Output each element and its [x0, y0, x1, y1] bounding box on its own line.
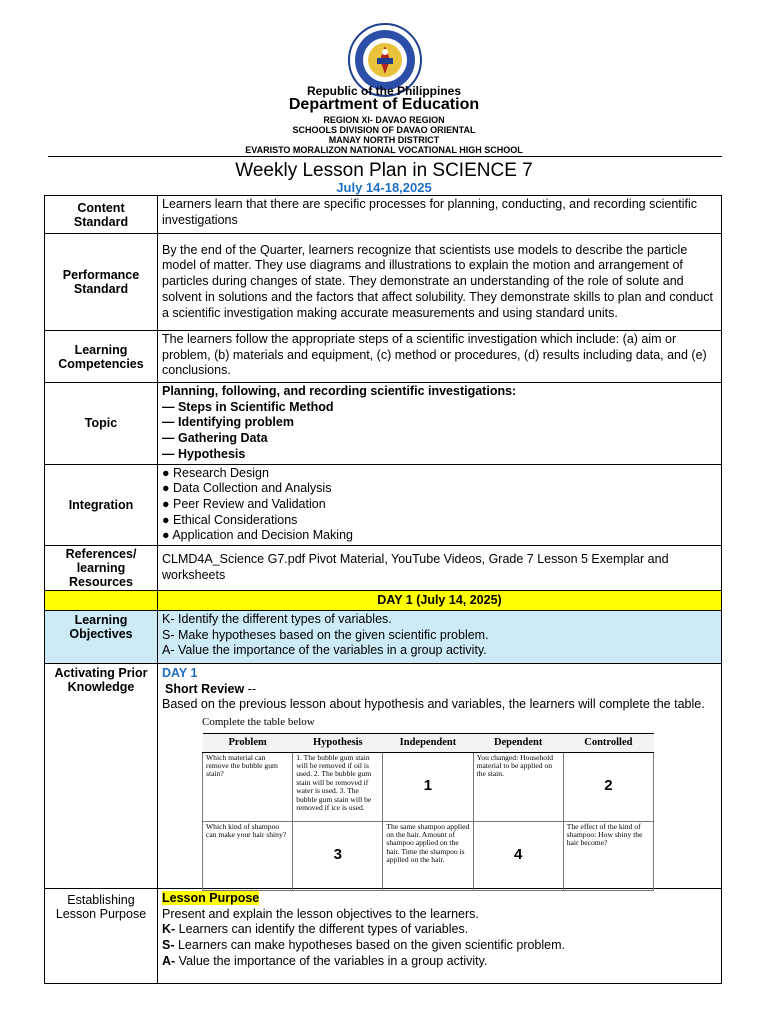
day-header-label: DAY 1 (July 14, 2025): [158, 591, 722, 611]
references-label: References/ learning Resources: [45, 546, 158, 591]
objective-line: K- Identify the different types of variables.: [162, 612, 392, 627]
day-header-row: [45, 591, 722, 611]
school-label: EVARISTO MORALIZON NATIONAL VOCATIONAL HIGH SCHOOL: [245, 145, 523, 155]
integration-item: ● Peer Review and Validation: [162, 496, 326, 511]
worksheet-cell: Which material can remove the bubble gum stain?: [203, 752, 293, 821]
establishing-label: Establishing Lesson Purpose: [45, 889, 158, 984]
integration-item: ● Ethical Considerations: [162, 512, 298, 527]
district-label: MANAY NORTH DISTRICT: [328, 135, 440, 145]
objectives-label: Learning Objectives: [45, 611, 158, 664]
competencies-row: [45, 331, 722, 383]
page-title: Weekly Lesson Plan in SCIENCE 7: [235, 160, 533, 181]
worksheet-blank-number: 1: [383, 752, 473, 821]
worksheet-blank-number: 2: [563, 752, 653, 821]
establishing-content: [158, 889, 722, 984]
performance-standard-text: By the end of the Quarter, learners recognize that scientists use models to describe the particle model of matter. They use diagrams and illustrations to explain the motion and arrangement of particles during changes of state. They demonstrate an understanding of the role of solute and solvent in solutions and the factors that affect solubility. They demonstrate skills to plan and conduct a scientific investigation making accurate measurements and using standard units.: [158, 234, 722, 331]
objectives-row: [45, 611, 722, 664]
establishing-row: [45, 889, 722, 984]
topic-line: — Steps in Scientific Method: [162, 399, 334, 414]
short-review-label: Short Review: [165, 681, 245, 696]
short-review-suffix: --: [244, 681, 256, 696]
purpose-s-text: Learners can make hypotheses based on the given scientific problem.: [174, 938, 566, 953]
integration-content: [158, 464, 722, 546]
region-label: REGION XI- DAVAO REGION: [323, 115, 445, 125]
header-divider: [48, 156, 722, 157]
worksheet-caption: Complete the table below: [202, 716, 315, 729]
topic-line: — Hypothesis: [162, 446, 246, 461]
purpose-a-prefix: A-: [162, 953, 176, 968]
integration-row: [45, 464, 722, 546]
worksheet-header: Controlled: [563, 733, 653, 752]
purpose-s-prefix: S-: [162, 938, 175, 953]
worksheet-header: Dependent: [473, 733, 563, 752]
purpose-intro: Present and explain the lesson objectives to the learners.: [162, 906, 479, 921]
topic-line: Planning, following, and recording scientific investigations:: [162, 384, 517, 398]
topic-label: Topic: [45, 383, 158, 465]
worksheet-header: Independent: [383, 733, 473, 752]
worksheet-header: Hypothesis: [293, 733, 383, 752]
worksheet-blank-number: 3: [293, 821, 383, 890]
topic-line: — Gathering Data: [162, 431, 268, 446]
lesson-plan-table: [44, 195, 722, 984]
worksheet-cell: The same shampoo applied on the hair. Amount of shampoo applied on the hair. Time the shampoo is applied on the hair.: [383, 821, 473, 890]
lesson-purpose-label: Lesson Purpose: [162, 891, 260, 906]
integration-label: Integration: [45, 464, 158, 546]
worksheet-table: [202, 733, 654, 891]
integration-item: ● Research Design: [162, 465, 269, 480]
objective-line: S- Make hypotheses based on the given scientific problem.: [162, 627, 489, 642]
purpose-k-text: Learners can identify the different types of variables.: [175, 922, 469, 937]
performance-standard-label: Performance Standard: [45, 234, 158, 331]
topic-line: — Identifying problem: [162, 415, 294, 430]
content-standard-label: Content Standard: [45, 196, 158, 234]
worksheet-cell: You changed: Household material to be applied on the stain.: [473, 752, 563, 821]
worksheet-header: Problem: [203, 733, 293, 752]
purpose-a-text: Value the importance of the variables in a group activity.: [175, 953, 488, 968]
references-row: [45, 546, 722, 591]
content-standard-text: Learners learn that there are specific processes for planning, conducting, and recording scientific investigations: [158, 196, 722, 234]
objective-line: A- Value the importance of the variables in a group activity.: [162, 643, 487, 658]
worksheet-cell: 1. The bubble gum stain will be removed if oil is used. 2. The bubble gum stain will be removed if water is used. 3. The bubble gum stain will be removed if ice is used.: [293, 752, 383, 821]
department-label: Department of Education: [288, 96, 480, 113]
integration-item: ● Application and Decision Making: [162, 528, 353, 543]
integration-item: ● Data Collection and Analysis: [162, 481, 332, 496]
republic-label: Republic of the Philippines: [306, 84, 461, 98]
activating-text: Based on the previous lesson about hypothesis and variables, the learners will complete the table.: [162, 697, 705, 712]
activating-content: [158, 664, 722, 889]
worksheet-blank-number: 4: [473, 821, 563, 890]
topic-row: [45, 383, 722, 465]
division-label: SCHOOLS DIVISION OF DAVAO ORIENTAL: [292, 125, 476, 135]
references-text: CLMD4A_Science G7.pdf Pivot Material, YouTube Videos, Grade 7 Lesson 5 Exemplar and worksheets: [158, 546, 722, 591]
activating-label: Activating Prior Knowledge: [45, 664, 158, 889]
date-range: July 14-18,2025: [336, 180, 432, 195]
worksheet-cell: The effect of the kind of shampoo: How shiny the hair become?: [563, 821, 653, 890]
worksheet-cell: Which kind of shampoo can make your hair shiny?: [203, 821, 293, 890]
competencies-label: Learning Competencies: [45, 331, 158, 383]
activating-day: DAY 1: [162, 666, 198, 681]
content-standard-row: [45, 196, 722, 234]
objectives-content: [158, 611, 722, 664]
activating-row: [45, 664, 722, 889]
day-header-blank: [45, 591, 158, 611]
topic-content: [158, 383, 722, 465]
variables-worksheet-image: [202, 715, 662, 875]
competencies-text: The learners follow the appropriate steps of a scientific investigation which include: (a) aim or problem, (b) materials and equipment, (c) method or procedures, (d) results including data, and (e) conclusions.: [158, 331, 722, 383]
purpose-k-prefix: K-: [162, 922, 176, 937]
performance-standard-row: [45, 234, 722, 331]
